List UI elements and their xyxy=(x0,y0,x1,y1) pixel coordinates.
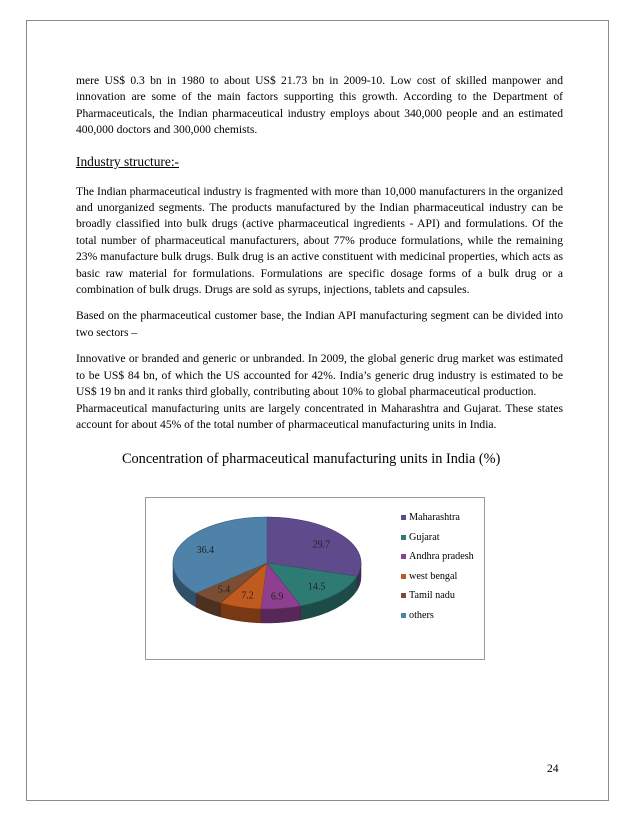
legend-item-others xyxy=(401,606,483,626)
pie-label-tamil-nadu: 5.4 xyxy=(217,584,231,596)
legend-item-andhra-pradesh xyxy=(401,547,483,567)
pie-chart xyxy=(145,497,485,660)
legend-swatch xyxy=(401,574,406,579)
paragraph-generic-market: Innovative or branded and generic or unbranded. In 2009, the global generic drug market was estimated to be US$ 84 bn, of which the US accounted for 42%. India’s generic drug industry is estimated to be US$ 19 bn and it ranks third globally, contributing about 10% to global pharmaceutical production. xyxy=(76,352,563,399)
legend-swatch xyxy=(401,554,406,559)
legend-item-maharashtra xyxy=(401,508,483,528)
paragraph-growth: mere US$ 0.3 bn in 1980 to about US$ 21.73 bn in 2009-10. Low cost of skilled manpower and innovation are some of the main factors supporting this growth. According to the Department of Pharmaceuticals, the Indian pharmaceutical industry employs about 340,000 people and an estimated 400,000 doctors and 300,000 chemists. xyxy=(76,74,563,137)
pie-label-maharashtra: 29.7 xyxy=(312,539,331,551)
legend-swatch xyxy=(401,613,406,618)
legend-label: Andhra pradesh xyxy=(409,551,474,563)
legend-label: Maharashtra xyxy=(409,512,460,524)
body-text xyxy=(76,73,563,443)
paragraph-concentration: Pharmaceutical manufacturing units are largely concentrated in Maharashtra and Gujarat. These states account for about 45% of the total number of pharmaceutical manufacturing units in India. xyxy=(76,401,563,431)
chart-title: Concentration of pharmaceutical manufacturing units in India (%) xyxy=(122,451,501,467)
pie-label-andhra-pradesh: 6.9 xyxy=(270,591,284,603)
legend-swatch xyxy=(401,535,406,540)
paragraph-api-segment: Based on the pharmaceutical customer base, the Indian API manufacturing segment can be divided into two sectors – xyxy=(76,309,563,339)
legend-label: west bengal xyxy=(409,570,458,582)
section-heading: Industry structure:- xyxy=(76,153,180,169)
pie-label-gujarat: 14.5 xyxy=(307,581,326,593)
legend-label: Gujarat xyxy=(409,531,440,543)
pie-label-others: 36.4 xyxy=(196,545,215,557)
legend-label: Tamil nadu xyxy=(409,590,455,602)
legend-item-west-bengal xyxy=(401,567,483,587)
legend-label: others xyxy=(409,609,434,621)
paragraph-industry-structure: The Indian pharmaceutical industry is fragmented with more than 10,000 manufacturers in the organized and unorganized segments. The products manufactured by the Indian pharmaceutical industry can be broadly classified into bulk drugs (active pharmaceutical ingredients - API) and formulations. Of the total number of pharmaceutical manufacturers, about 77% produce formulations, while the remaining 23% manufacture bulk drugs. Bulk drug is an active constituent with medicinal properties, which acts as basic raw material for formulations. Formulations are specific dosage forms of a bulk drug or a combination of bulk drugs. Drugs are sold as syrups, injections, tablets and capsules. xyxy=(76,184,563,297)
page-number: 24 xyxy=(547,762,559,775)
pie-label-west-bengal: 7.2 xyxy=(241,590,254,602)
legend-swatch xyxy=(401,515,406,520)
legend-item-gujarat xyxy=(401,528,483,548)
legend-item-tamil-nadu xyxy=(401,586,483,606)
legend-swatch xyxy=(401,593,406,598)
chart-legend xyxy=(401,508,483,625)
